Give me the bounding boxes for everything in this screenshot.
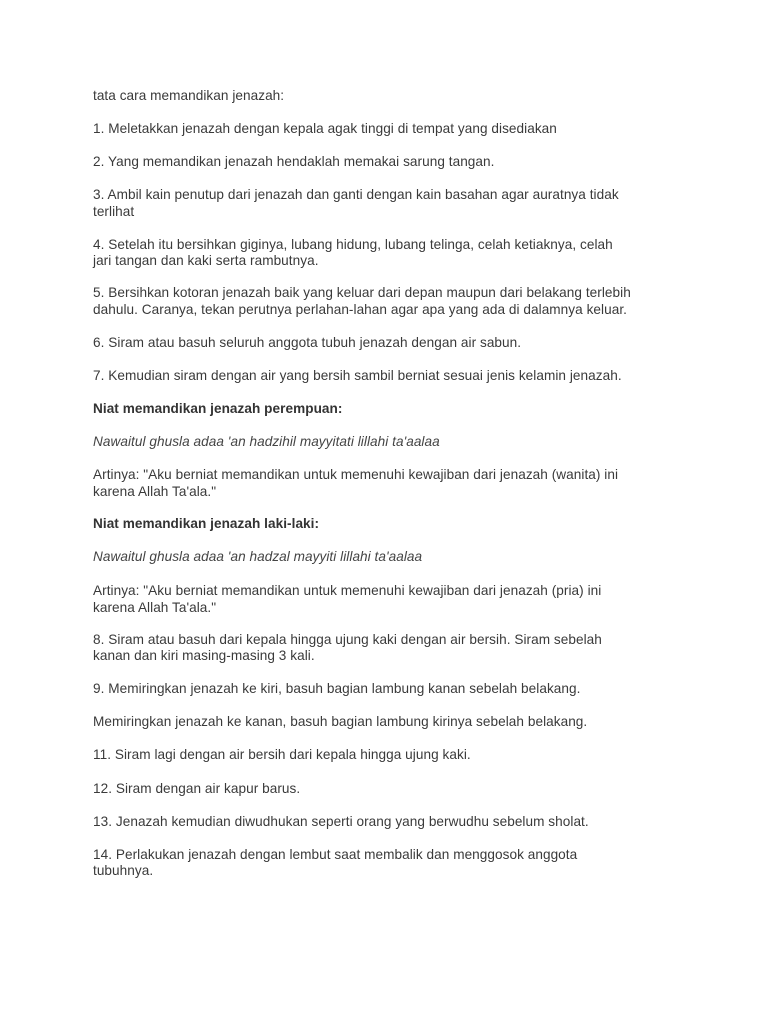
step-12: 12. Siram dengan air kapur barus.	[93, 781, 301, 796]
step-4-line-2: jari tangan dan kaki serta rambutnya.	[93, 253, 319, 268]
step-13: 13. Jenazah kemudian diwudhukan seperti orang yang berwudhu sebelum sholat.	[93, 814, 589, 829]
step-2: 2. Yang memandikan jenazah hendaklah memakai sarung tangan.	[93, 154, 495, 169]
artinya-perempuan-line-2: karena Allah Ta'ala."	[93, 484, 217, 499]
niat-perempuan-heading: Niat memandikan jenazah perempuan:	[93, 401, 343, 416]
step-8-line-2: kanan dan kiri masing-masing 3 kali.	[93, 648, 315, 663]
artinya-perempuan-line-1: Artinya: "Aku berniat memandikan untuk memenuhi kewajiban dari jenazah (wanita) ini	[93, 467, 619, 482]
step-5-line-1: 5. Bersihkan kotoran jenazah baik yang keluar dari depan maupun dari belakang terlebih	[93, 285, 631, 300]
step-11: 11. Siram lagi dengan air bersih dari kepala hingga ujung kaki.	[93, 747, 471, 762]
niat-perempuan-text: Nawaitul ghusla adaa 'an hadzihil mayyitati lillahi ta'aalaa	[93, 434, 440, 449]
artinya-laki-line-1: Artinya: "Aku berniat memandikan untuk memenuhi kewajiban dari jenazah (pria) ini	[93, 583, 602, 598]
step-5-line-2: dahulu. Caranya, tekan perutnya perlahan-lahan agar apa yang ada di dalamnya keluar.	[93, 302, 627, 317]
step-9: 9. Memiringkan jenazah ke kiri, basuh bagian lambung kanan sebelah belakang.	[93, 681, 581, 696]
step-3-line-1: 3. Ambil kain penutup dari jenazah dan ganti dengan kain basahan agar auratnya tidak	[93, 187, 619, 202]
artinya-laki-line-2: karena Allah Ta'ala."	[93, 600, 217, 615]
intro-text: tata cara memandikan jenazah:	[93, 88, 285, 103]
niat-laki-heading: Niat memandikan jenazah laki-laki:	[93, 516, 320, 531]
step-14-line-2: tubuhnya.	[93, 863, 154, 878]
step-7: 7. Kemudian siram dengan air yang bersih sambil berniat sesuai jenis kelamin jenazah.	[93, 368, 622, 383]
step-1: 1. Meletakkan jenazah dengan kepala agak tinggi di tempat yang disediakan	[93, 121, 557, 136]
step-6: 6. Siram atau basuh seluruh anggota tubuh jenazah dengan air sabun.	[93, 335, 522, 350]
step-10: Memiringkan jenazah ke kanan, basuh bagian lambung kirinya sebelah belakang.	[93, 714, 588, 729]
niat-laki-text: Nawaitul ghusla adaa 'an hadzal mayyiti lillahi ta'aalaa	[93, 549, 423, 564]
step-8-line-1: 8. Siram atau basuh dari kepala hingga ujung kaki dengan air bersih. Siram sebelah	[93, 632, 602, 647]
step-3-line-2: terlihat	[93, 204, 135, 219]
step-4-line-1: 4. Setelah itu bersihkan giginya, lubang hidung, lubang telinga, celah ketiaknya, celah	[93, 237, 613, 252]
step-14-line-1: 14. Perlakukan jenazah dengan lembut saat membalik dan menggosok anggota	[93, 847, 578, 862]
